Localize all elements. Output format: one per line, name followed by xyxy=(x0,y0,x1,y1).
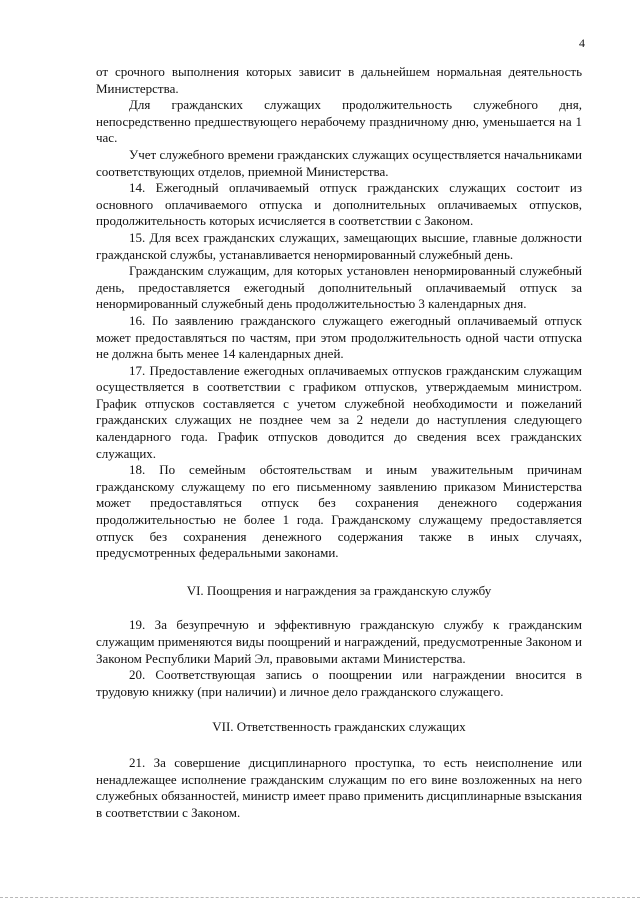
paragraph-21: 21. За совершение дисциплинарного проступка, то есть неисполнение или ненадлежащее исполнение гражданским служащим по его вине возложенных на него служебных обязанностей, министр имеет право применить дисциплинарные взыскания в соответствии с Законом. xyxy=(96,754,582,820)
paragraph-15: 15. Для всех гражданских служащих, замещающих высшие, главные должности гражданской службы, устанавливается ненормированный служебный день. xyxy=(96,229,582,262)
paragraph-16: 16. По заявлению гражданского служащего ежегодный оплачиваемый отпуск может предоставляться по частям, при этом продолжительность одной части отпуска не должна быть менее 14 календарных дней. xyxy=(96,312,582,362)
paragraph-continuation: от срочного выполнения которых зависит в дальнейшем нормальная деятельность Министерства. xyxy=(96,64,582,96)
paragraph-14: 14. Ежегодный оплачиваемый отпуск гражданских служащих состоит из основного оплачиваемого отпуска и дополнительных оплачиваемых отпусков, продолжительность которых исчисляется в соответствии с Законом. xyxy=(96,180,582,229)
paragraph-18: 18. По семейным обстоятельствам и иным уважительным причинам гражданскому служащему по его письменному заявлению приказом Министерства может предоставляться отпуск без сохранения денежного содержания продолжительностью не более 1 года. Гражданскому служащему предоставляется отпуск без сохранения денежного содержания также в иных случаях, предусмотренных федеральными законами. xyxy=(96,462,582,561)
paragraph-time-accounting: Учет служебного времени гражданских служащих осуществляется начальниками соответствующих отделов, приемной Министерства. xyxy=(96,146,582,179)
paragraph-20: 20. Соответствующая запись о поощрении или награждении вносится в трудовую книжку (при наличии) и личное дело гражданского служащего. xyxy=(96,667,582,699)
section-heading-7: VII. Ответственность гражданских служащих xyxy=(212,719,466,735)
paragraph-reduced-hours: Для гражданских служащих продолжительность служебного дня, непосредственно предшествующего нерабочему праздничному дню, уменьшается на 1 час. xyxy=(96,97,582,146)
document-body xyxy=(96,64,582,821)
paragraph-19: 19. За безупречную и эффективную гражданскую службу к гражданским служащим применяются виды поощрений и награждений, предусмотренные Законом и Законом Республики Марий Эл, правовыми актами Министерства. xyxy=(96,617,582,666)
scan-edge-line xyxy=(0,897,640,898)
page-number: 4 xyxy=(579,36,585,50)
paragraph-17: 17. Предоставление ежегодных оплачиваемых отпусков гражданским служащим осуществляется в соответствии с графиком отпусков, утверждаемым министром. График отпусков составляется с учетом служебной необходимости и пожеланий гражданских служащих не позднее чем за 2 недели до наступления следующего календарного года. График отпусков доводится до сведения всех гражданских служащих. xyxy=(96,362,582,461)
paragraph-15-additional-leave: Гражданским служащим, для которых установлен ненормированный служебный день, предоставляется ежегодный дополнительный оплачиваемый отпуск за ненормированный служебный день продолжительностью 3 календарных дня. xyxy=(96,263,582,312)
section-heading-6: VI. Поощрения и награждения за гражданскую службу xyxy=(186,582,492,598)
